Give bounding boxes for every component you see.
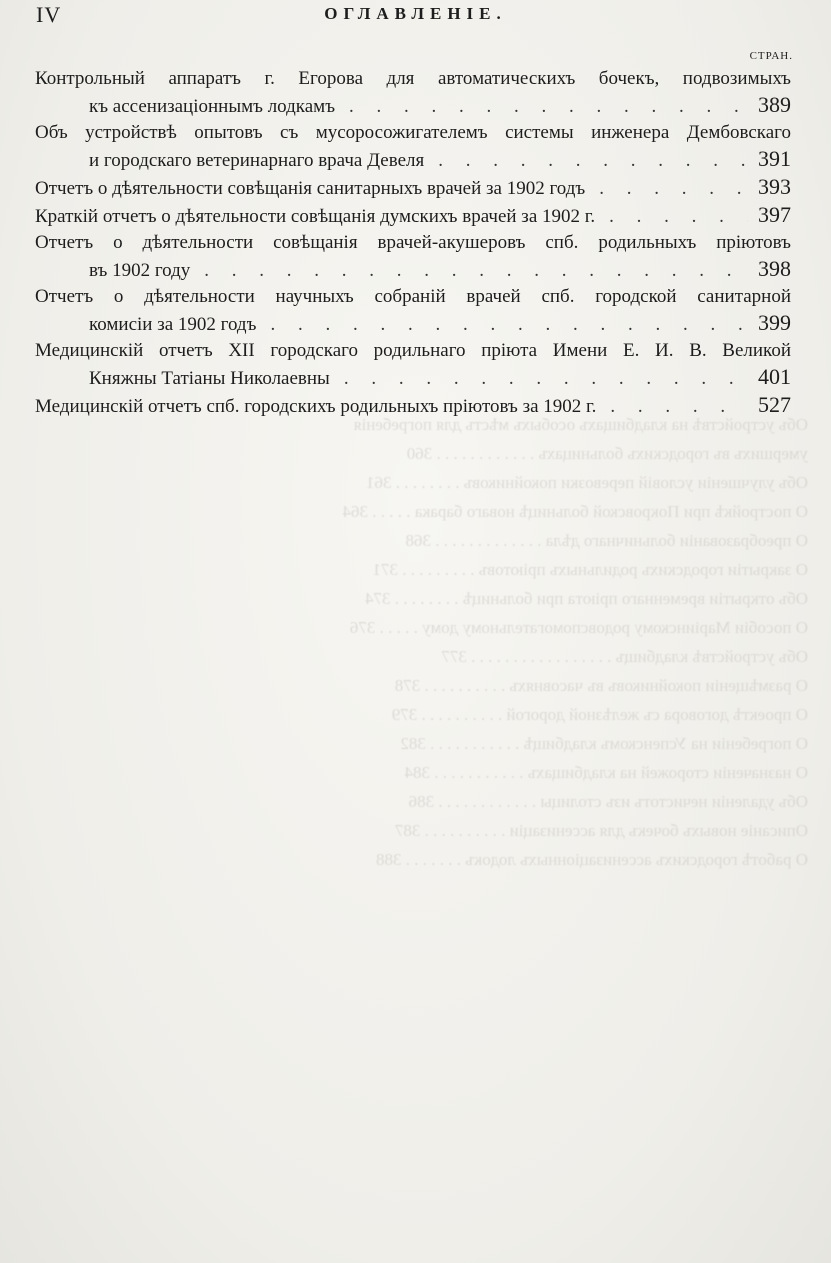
toc-entry-title: Отчетъ о дѣятельности научныхъ собраній врачей спб. городской санитарной [35,286,791,307]
toc-entry [35,174,791,202]
toc-entry-title-continued: въ 1902 году [89,260,191,281]
toc-entry [35,66,791,120]
toc-entry-page: 393 [758,174,791,199]
toc-entry [35,202,791,230]
toc-entry-page: 397 [758,202,791,227]
leader-dots [609,204,748,230]
toc-entry-title: Медицинскій отчетъ XII городскаго родильнаго пріюта Имени Е. И. В. Великой [35,340,791,361]
toc-entry-page: 401 [758,364,791,389]
toc-entry-title: Контрольный аппаратъ г. Егорова для автоматическихъ бочекъ, подвозимыхъ [35,68,791,89]
toc-entry-title: Отчетъ о дѣятельности совѣщанія санитарныхъ врачей за 1902 годъ [35,178,586,199]
leader-dots [204,258,748,284]
toc-entry-title: Объ устройствѣ опытовъ съ мусоросожигателемъ системы инженера Дембовскаго [35,122,791,143]
toc-entry [35,392,791,420]
toc-entry-page: 389 [758,92,791,117]
table-of-contents [35,66,791,420]
toc-entry-title-continued: Княжны Татіаны Николаевны [89,368,330,389]
toc-entry [35,338,791,392]
leader-dots [349,94,748,120]
toc-entry-title: Отчетъ о дѣятельности совѣщанія врачей-акушеровъ спб. родильныхъ пріютовъ [35,232,791,253]
page-number: IV [36,2,62,27]
toc-entry-page: 399 [758,310,791,335]
page-title: ОГЛАВЛЕНІЕ. [324,4,507,23]
toc-entry-page: 527 [758,392,791,417]
toc-entry-title: Краткій отчетъ о дѣятельности совѣщанія думскихъ врачей за 1902 г. [35,206,596,227]
toc-entry [35,230,791,284]
toc-entry-title-continued: къ ассенизаціоннымъ лодкамъ [89,96,336,117]
toc-entry-title-continued: и городскаго ветеринарнаго врача Девеля [89,150,425,171]
leader-dots [344,366,748,392]
leader-dots [438,148,748,174]
leader-dots [599,176,748,202]
toc-entry-title-continued: комисіи за 1902 годъ [89,314,257,335]
page-column-header: СТРАН. [749,50,793,62]
toc-entry-page: 391 [758,146,791,171]
toc-entry [35,284,791,338]
toc-entry [35,120,791,174]
toc-entry-title: Медицинскій отчетъ спб. городскихъ родильныхъ пріютовъ за 1902 г. [35,396,597,417]
leader-dots [270,312,748,338]
leader-dots [610,394,748,420]
toc-entry-page: 398 [758,256,791,281]
bleed-through-text: Объ устройствѣ на кладбищахъ особыхъ мѣстъ для погребенія умершихъ въ городскихъ больницахъ . . . . . . . . . . . . 360 Объ улучшеніи условій перевозки покойниковъ . . . . . . . . 361 О постройкѣ при Покровской больницѣ новаго барака . . . . . 364 О преобразованіи больничнаго дѣла . . . . . . . . . . . . . 368 О закрытіи городскихъ родильныхъ пріютовъ . . . . . . . . . 371 Объ открытіи временнаго пріюта при больницѣ . . . . . . . . 374 О пособіи Маріинскому родовспомогательному дому . . . . . 376 Объ устройствѣ кладбищъ . . . . . . . . . . . . . . . . . 377 О размѣщеніи покойниковъ въ часовняхъ . . . . . . . . . . 378 О проектѣ договора съ желѣзной дорогой . . . . . . . . . . 379 О погребеніи на Успенскомъ кладбищѣ . . . . . . . . . . . 382 О назначеніи сторожей на кладбищахъ . . . . . . . . . . . 384 Объ удаленіи нечистотъ изъ столицы . . . . . . . . . . . . 386 Описаніе новыхъ бочекъ для ассенизаціи . . . . . . . . . . 387 О работѣ городскихъ ассенизаціонныхъ лодокъ . . . . . . . 388 [342,415,808,869]
